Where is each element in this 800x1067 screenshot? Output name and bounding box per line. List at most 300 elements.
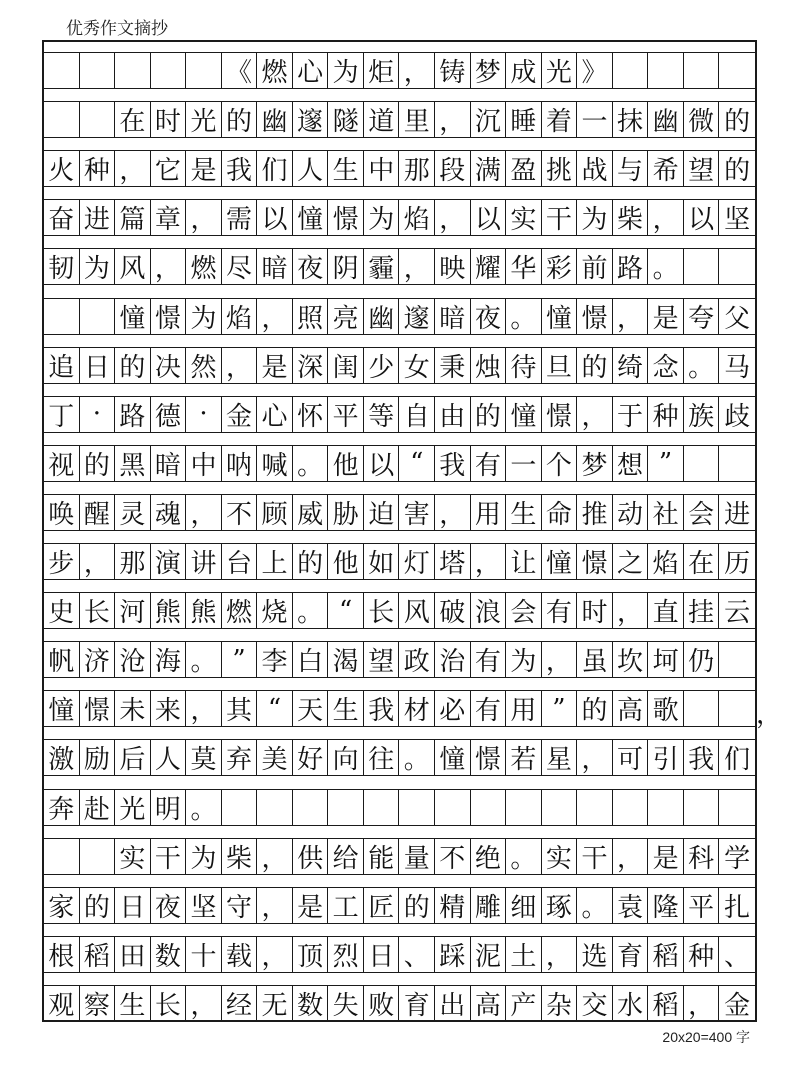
grid-cell: 种 — [648, 397, 684, 432]
grid-cell: 用 — [471, 495, 507, 530]
grid-cell: 中 — [364, 151, 400, 186]
grid-cell — [471, 790, 507, 825]
grid-cell: 时 — [577, 593, 613, 628]
grid-cell: 有 — [471, 691, 507, 726]
grid-cell: 幽 — [364, 299, 400, 334]
grid-cell: 给 — [328, 839, 364, 874]
overflow-punctuation: ， — [756, 700, 783, 731]
grid-cell: 焰 — [648, 544, 684, 579]
grid-row — [44, 347, 755, 384]
grid-cell: 的 — [471, 397, 507, 432]
grid-cell: 平 — [328, 397, 364, 432]
grid-cell — [435, 790, 471, 825]
grid-cell: ， — [257, 937, 293, 972]
grid-cell: 以 — [364, 446, 400, 481]
grid-cell: 以 — [684, 200, 720, 235]
grid-cell: 彩 — [542, 249, 578, 284]
grid-cell: 奋 — [44, 200, 80, 235]
grid-row — [44, 298, 755, 335]
grid-cell: 日 — [364, 937, 400, 972]
grid-cell: ” — [542, 691, 578, 726]
grid-cell: 星 — [542, 740, 578, 775]
grid-cell: 会 — [506, 593, 542, 628]
grid-cell: 幽 — [648, 102, 684, 137]
grid-row — [44, 936, 755, 973]
grid-cell: 华 — [506, 249, 542, 284]
grid-cell: ， — [257, 299, 293, 334]
grid-cell: 激 — [44, 740, 80, 775]
grid-cell: ， — [399, 249, 435, 284]
grid-cell — [684, 790, 720, 825]
grid-cell: 未 — [115, 691, 151, 726]
grid-cell — [577, 790, 613, 825]
grid-cell: 仍 — [684, 642, 720, 677]
grid-cell: ， — [222, 348, 258, 383]
grid-cell: 是 — [648, 839, 684, 874]
grid-cell: 后 — [115, 740, 151, 775]
grid-cell: 等 — [364, 397, 400, 432]
grid-cell: 浪 — [471, 593, 507, 628]
grid-cell: 视 — [44, 446, 80, 481]
grid-cell: 高 — [471, 986, 507, 1021]
grid-cell: 憬 — [471, 740, 507, 775]
grid-cell: 观 — [44, 986, 80, 1021]
grid-cell: 雕 — [471, 888, 507, 923]
grid-cell: 光 — [186, 102, 222, 137]
grid-cell: 少 — [364, 348, 400, 383]
grid-cell: 待 — [506, 348, 542, 383]
grid-cell: 好 — [293, 740, 329, 775]
grid-cell: 交 — [577, 986, 613, 1021]
grid-cell: 熊 — [151, 593, 187, 628]
grid-cell: 产 — [506, 986, 542, 1021]
grid-cell — [257, 790, 293, 825]
grid-cell: 梦 — [577, 446, 613, 481]
grid-cell: 泥 — [471, 937, 507, 972]
grid-cell: 《 — [222, 53, 258, 88]
grid-cell: 夜 — [293, 249, 329, 284]
grid-cell: 直 — [648, 593, 684, 628]
grid-cell: 唤 — [44, 495, 80, 530]
grid-cell: 柴 — [613, 200, 649, 235]
grid-cell: 韧 — [44, 249, 80, 284]
grid-cell: 迫 — [364, 495, 400, 530]
grid-cell: 选 — [577, 937, 613, 972]
grid-cell: 风 — [399, 593, 435, 628]
grid-cell: 暗 — [257, 249, 293, 284]
grid-cell: 风 — [115, 249, 151, 284]
grid-cell: 实 — [506, 200, 542, 235]
grid-cell: 史 — [44, 593, 80, 628]
character-count: 20x20=400 字 — [662, 1029, 750, 1045]
grid-cell: 。 — [506, 839, 542, 874]
grid-cell: 扎 — [724, 892, 751, 923]
grid-cell: 幽 — [257, 102, 293, 137]
grid-cell — [684, 446, 720, 481]
grid-cell: ， — [613, 593, 649, 628]
grid-cell: ， — [684, 986, 720, 1021]
grid-cell: 精 — [435, 888, 471, 923]
grid-cell: 。 — [577, 888, 613, 923]
grid-cell: 奔 — [44, 790, 80, 825]
grid-cell: 灯 — [399, 544, 435, 579]
grid-cell: 念 — [648, 348, 684, 383]
grid-cell: 向 — [328, 740, 364, 775]
grid-cell: 坚 — [186, 888, 222, 923]
grid-cell — [222, 790, 258, 825]
grid-cell: 火 — [44, 151, 80, 186]
grid-cell: 出 — [435, 986, 471, 1021]
grid-cell: 憬 — [151, 299, 187, 334]
grid-cell — [613, 790, 649, 825]
grid-cell: · — [80, 397, 116, 432]
grid-cell: 琢 — [542, 888, 578, 923]
grid-cell: 云 — [724, 598, 751, 629]
grid-cell: 段 — [435, 151, 471, 186]
grid-cell: 憧 — [542, 299, 578, 334]
grid-cell: 丁 — [44, 397, 80, 432]
grid-cell: 为 — [364, 200, 400, 235]
grid-cell: 失 — [328, 986, 364, 1021]
grid-cell: 在 — [115, 102, 151, 137]
grid-cell: 莫 — [186, 740, 222, 775]
grid-cell: 德 — [151, 397, 187, 432]
grid-cell: 暗 — [151, 446, 187, 481]
grid-cell: 黑 — [115, 446, 151, 481]
grid-cell: 是 — [648, 299, 684, 334]
grid-cell: 憬 — [328, 200, 364, 235]
grid-cell: ， — [613, 839, 649, 874]
grid-cell: 生 — [115, 986, 151, 1021]
grid-cell: 的 — [399, 888, 435, 923]
grid-row — [44, 887, 755, 924]
grid-row — [44, 543, 755, 580]
grid-cell: 光 — [115, 790, 151, 825]
grid-cell: 有 — [471, 642, 507, 677]
grid-cell: 憬 — [577, 544, 613, 579]
grid-cell: ， — [80, 544, 116, 579]
grid-cell: 喊 — [257, 446, 293, 481]
grid-cell: 的 — [80, 888, 116, 923]
grid-cell: 我 — [684, 740, 720, 775]
grid-cell: 秉 — [435, 348, 471, 383]
grid-cell — [719, 249, 755, 284]
grid-cell: 袁 — [613, 888, 649, 923]
grid-cell: 可 — [613, 740, 649, 775]
grid-cell: 长 — [151, 986, 187, 1021]
grid-cell: 憧 — [506, 397, 542, 432]
grid-cell: 十 — [186, 937, 222, 972]
grid-cell: 。 — [399, 740, 435, 775]
grid-cell: 夜 — [151, 888, 187, 923]
grid-cell: 田 — [115, 937, 151, 972]
grid-cell: 坚 — [724, 205, 751, 236]
grid-cell: 往 — [364, 740, 400, 775]
grid-cell: 憬 — [577, 299, 613, 334]
grid-cell: 为 — [186, 299, 222, 334]
grid-cell: 用 — [506, 691, 542, 726]
grid-cell: 稻 — [648, 937, 684, 972]
grid-cell: 生 — [506, 495, 542, 530]
grid-cell: 望 — [684, 151, 720, 186]
grid-cell: 一 — [577, 102, 613, 137]
grid-cell: 焰 — [222, 299, 258, 334]
grid-cell: ， — [577, 397, 613, 432]
grid-cell: 材 — [399, 691, 435, 726]
grid-cell: 挂 — [684, 593, 720, 628]
grid-cell: “ — [399, 446, 435, 481]
grid-row — [44, 641, 755, 678]
grid-cell: 烈 — [328, 937, 364, 972]
grid-cell: 土 — [506, 937, 542, 972]
grid-cell: 坷 — [648, 642, 684, 677]
grid-cell: 量 — [399, 839, 435, 874]
grid-cell: 天 — [293, 691, 329, 726]
grid-cell: 根 — [44, 937, 80, 972]
grid-cell: 怀 — [293, 397, 329, 432]
grid-cell: 。 — [293, 446, 329, 481]
grid-cell — [80, 102, 116, 137]
grid-cell: 阴 — [328, 249, 364, 284]
grid-cell: 柴 — [222, 839, 258, 874]
grid-cell: 高 — [613, 691, 649, 726]
grid-cell: 的 — [724, 156, 751, 187]
grid-cell: 。 — [684, 348, 720, 383]
grid-cell: 憧 — [44, 691, 80, 726]
grid-cell: 的 — [577, 348, 613, 383]
grid-cell: 它 — [151, 151, 187, 186]
grid-cell — [44, 299, 80, 334]
grid-cell: 数 — [151, 937, 187, 972]
grid-cell: 学 — [724, 843, 751, 874]
grid-cell: 杂 — [542, 986, 578, 1021]
grid-cell: 生 — [328, 151, 364, 186]
grid-cell: 稻 — [80, 937, 116, 972]
grid-cell — [399, 790, 435, 825]
grid-cell: 坎 — [613, 642, 649, 677]
grid-cell: 白 — [293, 642, 329, 677]
grid-cell — [80, 299, 116, 334]
grid-cell — [648, 53, 684, 88]
grid-cell: 追 — [44, 348, 80, 383]
grid-cell: 察 — [80, 986, 116, 1021]
grid-cell: ， — [399, 53, 435, 88]
grid-cell: 日 — [115, 888, 151, 923]
grid-cell: 为 — [506, 642, 542, 677]
grid-cell: 踩 — [435, 937, 471, 972]
grid-cell: 那 — [399, 151, 435, 186]
grid-cell — [506, 790, 542, 825]
grid-cell: 需 — [222, 200, 258, 235]
grid-cell: 工 — [328, 888, 364, 923]
grid-cell: 金 — [222, 397, 258, 432]
grid-cell: ， — [435, 495, 471, 530]
grid-cell: ， — [257, 888, 293, 923]
grid-cell: 育 — [613, 937, 649, 972]
grid-cell: ， — [613, 299, 649, 334]
grid-cell: 战 — [577, 151, 613, 186]
grid-cell — [719, 53, 755, 88]
grid-cell: 我 — [364, 691, 400, 726]
grid-cell: ， — [435, 200, 471, 235]
grid-cell: 。 — [293, 593, 329, 628]
grid-cell: 与 — [613, 151, 649, 186]
grid-cell: 呐 — [222, 446, 258, 481]
grid-cell: 弃 — [222, 740, 258, 775]
grid-row — [44, 739, 755, 776]
grid-cell: ， — [542, 642, 578, 677]
grid-cell: ， — [435, 102, 471, 137]
grid-cell: 燃 — [257, 53, 293, 88]
grid-cell: 个 — [542, 446, 578, 481]
grid-cell: 邃 — [399, 299, 435, 334]
grid-cell: 是 — [186, 151, 222, 186]
grid-cell: 满 — [471, 151, 507, 186]
grid-cell: 政 — [399, 642, 435, 677]
grid-cell: 族 — [684, 397, 720, 432]
grid-cell: 干 — [542, 200, 578, 235]
grid-cell — [719, 790, 755, 825]
grid-cell: 必 — [435, 691, 471, 726]
grid-cell — [80, 839, 116, 874]
grid-cell: 数 — [293, 986, 329, 1021]
grid-cell: 的 — [115, 348, 151, 383]
grid-cell: 睡 — [506, 102, 542, 137]
grid-cell: 讲 — [186, 544, 222, 579]
grid-cell: 旦 — [542, 348, 578, 383]
grid-cell: 的 — [80, 446, 116, 481]
grid-cell: ， — [648, 200, 684, 235]
grid-row — [44, 838, 755, 875]
grid-cell: 步 — [44, 544, 80, 579]
grid-cell — [719, 642, 755, 677]
grid-cell: 前 — [577, 249, 613, 284]
grid-cell: 供 — [293, 839, 329, 874]
grid-row — [44, 101, 755, 138]
grid-cell: 、 — [724, 941, 751, 972]
grid-cell: 演 — [151, 544, 187, 579]
grid-cell: 那 — [115, 544, 151, 579]
grid-cell: ， — [115, 151, 151, 186]
grid-cell: 如 — [364, 544, 400, 579]
grid-cell: 细 — [506, 888, 542, 923]
grid-cell: 育 — [399, 986, 435, 1021]
grid-cell: 灵 — [115, 495, 151, 530]
grid-cell: 进 — [80, 200, 116, 235]
grid-cell: 一 — [506, 446, 542, 481]
grid-cell: ， — [186, 691, 222, 726]
grid-cell: 憬 — [542, 397, 578, 432]
grid-cell: 烛 — [471, 348, 507, 383]
grid-cell — [115, 53, 151, 88]
grid-cell: 明 — [151, 790, 187, 825]
grid-cell: 赴 — [80, 790, 116, 825]
grid-cell: 憬 — [80, 691, 116, 726]
grid-cell: 绮 — [613, 348, 649, 383]
grid-cell: 社 — [648, 495, 684, 530]
grid-cell: 微 — [684, 102, 720, 137]
grid-cell: 的 — [293, 544, 329, 579]
grid-cell: 他 — [328, 446, 364, 481]
grid-cell: 映 — [435, 249, 471, 284]
grid-cell: 李 — [257, 642, 293, 677]
grid-cell: 不 — [435, 839, 471, 874]
grid-cell: 干 — [151, 839, 187, 874]
grid-cell: 海 — [151, 642, 187, 677]
grid-cell: 时 — [151, 102, 187, 137]
grid-cell: ” — [648, 446, 684, 481]
grid-cell: 胁 — [328, 495, 364, 530]
grid-cell: ” — [222, 642, 258, 677]
grid-cell: 台 — [222, 544, 258, 579]
grid-cell: 金 — [724, 990, 751, 1021]
grid-cell: 着 — [542, 102, 578, 137]
grid-cell: 憧 — [542, 544, 578, 579]
grid-cell: 有 — [471, 446, 507, 481]
grid-cell: 焰 — [399, 200, 435, 235]
grid-cell: 若 — [506, 740, 542, 775]
grid-cell — [151, 53, 187, 88]
grid-cell: “ — [328, 593, 364, 628]
grid-cell: 上 — [257, 544, 293, 579]
grid-cell: 实 — [542, 839, 578, 874]
grid-cell: 是 — [257, 348, 293, 383]
grid-cell: 的 — [724, 107, 751, 138]
grid-cell: 照 — [293, 299, 329, 334]
grid-cell: “ — [257, 691, 293, 726]
grid-cell: 破 — [435, 593, 471, 628]
grid-cell: ， — [186, 495, 222, 530]
grid-cell: 让 — [506, 544, 542, 579]
grid-cell: 无 — [257, 986, 293, 1021]
grid-cell: 耀 — [471, 249, 507, 284]
grid-cell: 闺 — [328, 348, 364, 383]
grid-cell: 篇 — [115, 200, 151, 235]
grid-cell: 来 — [151, 691, 187, 726]
grid-cell: 匠 — [364, 888, 400, 923]
grid-cell: 我 — [222, 151, 258, 186]
grid-cell — [186, 53, 222, 88]
grid-cell: 燃 — [186, 249, 222, 284]
grid-cell: 憧 — [435, 740, 471, 775]
grid-cell: 熊 — [186, 593, 222, 628]
grid-row — [44, 592, 755, 629]
grid-cell: 推 — [577, 495, 613, 530]
grid-cell: 由 — [435, 397, 471, 432]
grid-cell: 为 — [328, 53, 364, 88]
grid-cell: 路 — [115, 397, 151, 432]
grid-cell: 亮 — [328, 299, 364, 334]
grid-cell: 燃 — [222, 593, 258, 628]
grid-cell: 命 — [542, 495, 578, 530]
grid-cell: 。 — [648, 249, 684, 284]
grid-cell: 。 — [186, 642, 222, 677]
grid-row — [44, 199, 755, 236]
grid-cell: 败 — [364, 986, 400, 1021]
grid-cell: 历 — [724, 549, 751, 579]
grid-cell: ， — [186, 200, 222, 235]
grid-cell: 心 — [293, 53, 329, 88]
grid-cell: 沉 — [471, 102, 507, 137]
grid-cell: 种 — [684, 937, 720, 972]
grid-cell: 载 — [222, 937, 258, 972]
grid-row — [44, 396, 755, 433]
grid-cell: 魂 — [151, 495, 187, 530]
grid-cell: 威 — [293, 495, 329, 530]
grid-cell: 马 — [724, 352, 751, 383]
grid-cell: 长 — [80, 593, 116, 628]
grid-cell: 歧 — [724, 401, 751, 432]
